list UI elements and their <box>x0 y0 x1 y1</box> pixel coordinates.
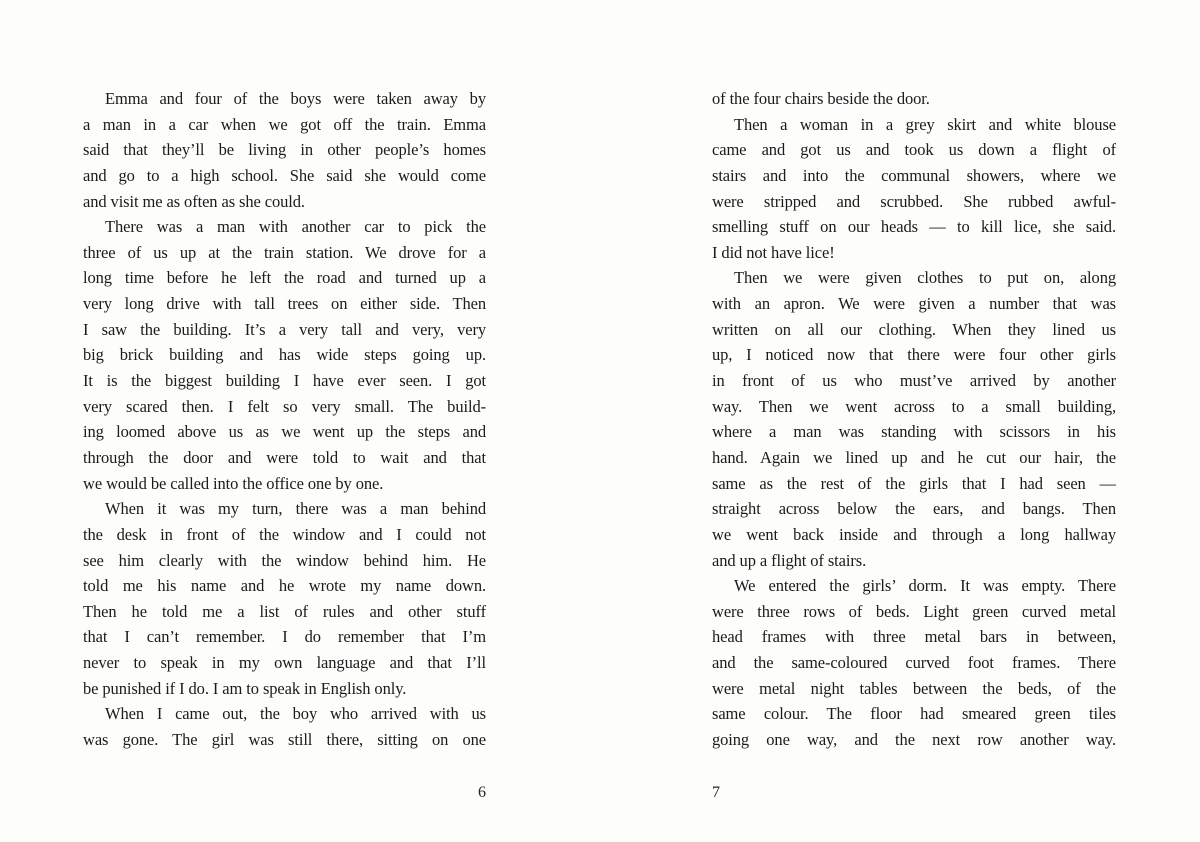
text-line: Then we were given clothes to put on, along <box>734 268 1116 288</box>
text-line: It is the biggest building I have ever seen. I got <box>83 371 486 391</box>
text-line: of the four chairs beside the door. <box>712 89 930 108</box>
text-line: straight across below the ears, and bangs. Then <box>712 499 1116 519</box>
right-page-text <box>712 86 1116 753</box>
text-line: When I came out, the boy who arrived with us <box>105 704 486 724</box>
text-line: we would be called into the office one by one. <box>83 473 384 493</box>
text-line: very long drive with tall trees on either side. Then <box>83 294 486 314</box>
text-line: long time before he left the road and turned up a <box>83 268 486 288</box>
text-line: head frames with three metal bars in between, <box>712 627 1116 647</box>
text-line: smelling stuff on our heads — to kill lice, she said. <box>712 217 1116 237</box>
text-line: When it was my turn, there was a man behind <box>105 499 486 519</box>
text-line: way. Then we went across to a small building, <box>712 396 1116 416</box>
text-line: Then a woman in a grey skirt and white blouse <box>734 114 1116 134</box>
text-line: see him clearly with the window behind him. He <box>83 550 486 570</box>
text-line: were three rows of beds. Light green curved metal <box>712 601 1116 621</box>
text-line: stairs and into the communal showers, where we <box>712 165 1116 185</box>
text-line: and up a flight of stairs. <box>712 550 867 570</box>
text-line: Then he told me a list of rules and other stuff <box>83 601 486 621</box>
text-line: told me his name and he wrote my name down. <box>83 576 486 596</box>
text-line: same colour. The floor had smeared green tiles <box>712 704 1116 724</box>
text-line: where a man was standing with scissors in his <box>712 422 1116 442</box>
text-line: There was a man with another car to pick the <box>105 217 486 237</box>
text-line: We entered the girls’ dorm. It was empty. There <box>734 576 1116 596</box>
text-line: the desk in front of the window and I could not <box>83 524 486 544</box>
text-line: were metal night tables between the beds, of the <box>712 678 1116 698</box>
text-line: were stripped and scrubbed. She rubbed awful- <box>712 191 1116 211</box>
text-line: big brick building and has wide steps going up. <box>83 345 486 365</box>
text-line: with an apron. We were given a number that was <box>712 294 1116 314</box>
left-page-text <box>83 86 486 753</box>
text-line: written on all our clothing. When they lined us <box>712 319 1116 339</box>
text-line: three of us up at the train station. We drove for a <box>83 242 486 262</box>
left-page-number: 6 <box>478 784 486 801</box>
text-line: we went back inside and through a long hallway <box>712 524 1116 544</box>
text-line: I saw the building. It’s a very tall and very, very <box>83 319 486 339</box>
text-line: a man in a car when we got off the train. Emma <box>83 114 486 134</box>
text-line: up, I noticed now that there were four other girls <box>712 345 1116 365</box>
text-line: was gone. The girl was still there, sitting on one <box>83 730 486 750</box>
text-line: said that they’ll be living in other people’s homes <box>83 140 486 160</box>
right-page-number: 7 <box>712 784 720 801</box>
text-line: that I can’t remember. I do remember that I’m <box>83 627 486 647</box>
text-line: came and got us and took us down a flight of <box>712 140 1116 160</box>
text-line: and go to a high school. She said she would come <box>83 165 486 185</box>
text-line: never to speak in my own language and that I’ll <box>83 653 486 673</box>
text-line: hand. Again we lined up and he cut our hair, the <box>712 447 1116 467</box>
text-line: Emma and four of the boys were taken away by <box>105 89 486 108</box>
text-line: going one way, and the next row another way. <box>712 730 1116 750</box>
text-line: I did not have lice! <box>712 242 835 262</box>
text-line: very scared then. I felt so very small. The build- <box>83 396 486 416</box>
text-line: be punished if I do. I am to speak in English only. <box>83 678 407 698</box>
text-line: in front of us who must’ve arrived by another <box>712 371 1116 391</box>
text-line: and the same-coloured curved foot frames. There <box>712 653 1116 673</box>
text-line: ing loomed above us as we went up the steps and <box>83 422 486 442</box>
text-line: through the door and were told to wait and that <box>83 447 486 467</box>
text-line: same as the rest of the girls that I had seen — <box>712 473 1116 493</box>
text-line: and visit me as often as she could. <box>83 191 305 211</box>
